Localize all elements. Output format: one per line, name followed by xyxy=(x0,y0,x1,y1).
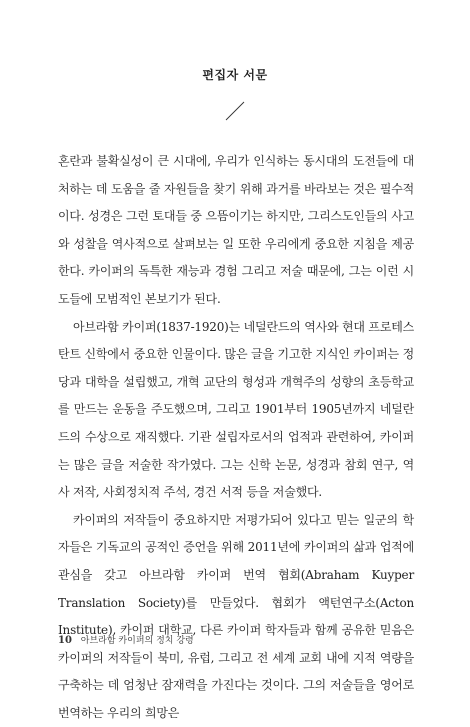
paragraph-intro: 혼란과 불확실성이 큰 시대에, 우리가 인식하는 동시대의 도전들에 대처하는 데 도움을 줄 자원들을 찾기 위해 과거를 바라보는 것은 필수적이다. 성경은 그런 토대들 중 으뜸이기는 하지만, 그리스도인들의 사고와 성찰을 역사적으로 살펴보는 일 또한 우리에게 중요한 지침을 제공한다. 카이퍼의 독특한 재능과 경험 그리고 저술 때문에, 그는 이런 시도들에 모범적인 본보기가 된다. xyxy=(58,154,414,306)
page-footer xyxy=(58,633,194,646)
slash-divider-ornament xyxy=(224,100,246,122)
paragraph-kuyper-biography: 아브라함 카이퍼(1837-1920)는 네덜란드의 역사와 현대 프로테스탄트 신학에서 중요한 인물이다. 많은 글을 기고한 지식인 카이퍼는 정당과 대학을 설립했고, 개혁 교단의 형성과 개혁주의 성향의 초등학교를 만드는 운동을 주도했으며, 그리고 1901부터 1905년까지 네덜란드의 수상으로 재직했다. 기관 설립자로서의 업적과 관련하여, 카이퍼는 많은 글을 저술한 작가였다. 그는 신학 논문, 성경과 참회 연구, 역사 저작, 사회정치적 주석, 경건 서적 등을 저술했다. xyxy=(58,319,414,500)
page-number: 10 xyxy=(58,635,72,646)
section-title: 편집자 서문 xyxy=(202,68,268,82)
paragraph-translation-society: 카이퍼의 저작들이 중요하지만 저평가되어 있다고 믿는 일군의 학자들은 기독교의 공적인 증언을 위해 2011년에 카이퍼의 삶과 업적에 관심을 갖고 아브라함 카이퍼 번역 협회(Abraham Kuyper Translation Society)를 만들었다. 협회가 액턴연구소(Acton Institute), 카이퍼 대학교, 다른 카이퍼 학자들과 함께 공유한 믿음은 카이퍼의 저작들이 북미, 유럽, 그리고 전 세계 교회 내에 지적 역량을 구축하는 데 엄청난 잠재력을 가진다는 것이다. 그의 저술들을 영어로 번역하는 우리의 희망은 xyxy=(58,512,414,720)
running-title: 아브라함 카이퍼의 정치 강령 xyxy=(80,636,194,646)
